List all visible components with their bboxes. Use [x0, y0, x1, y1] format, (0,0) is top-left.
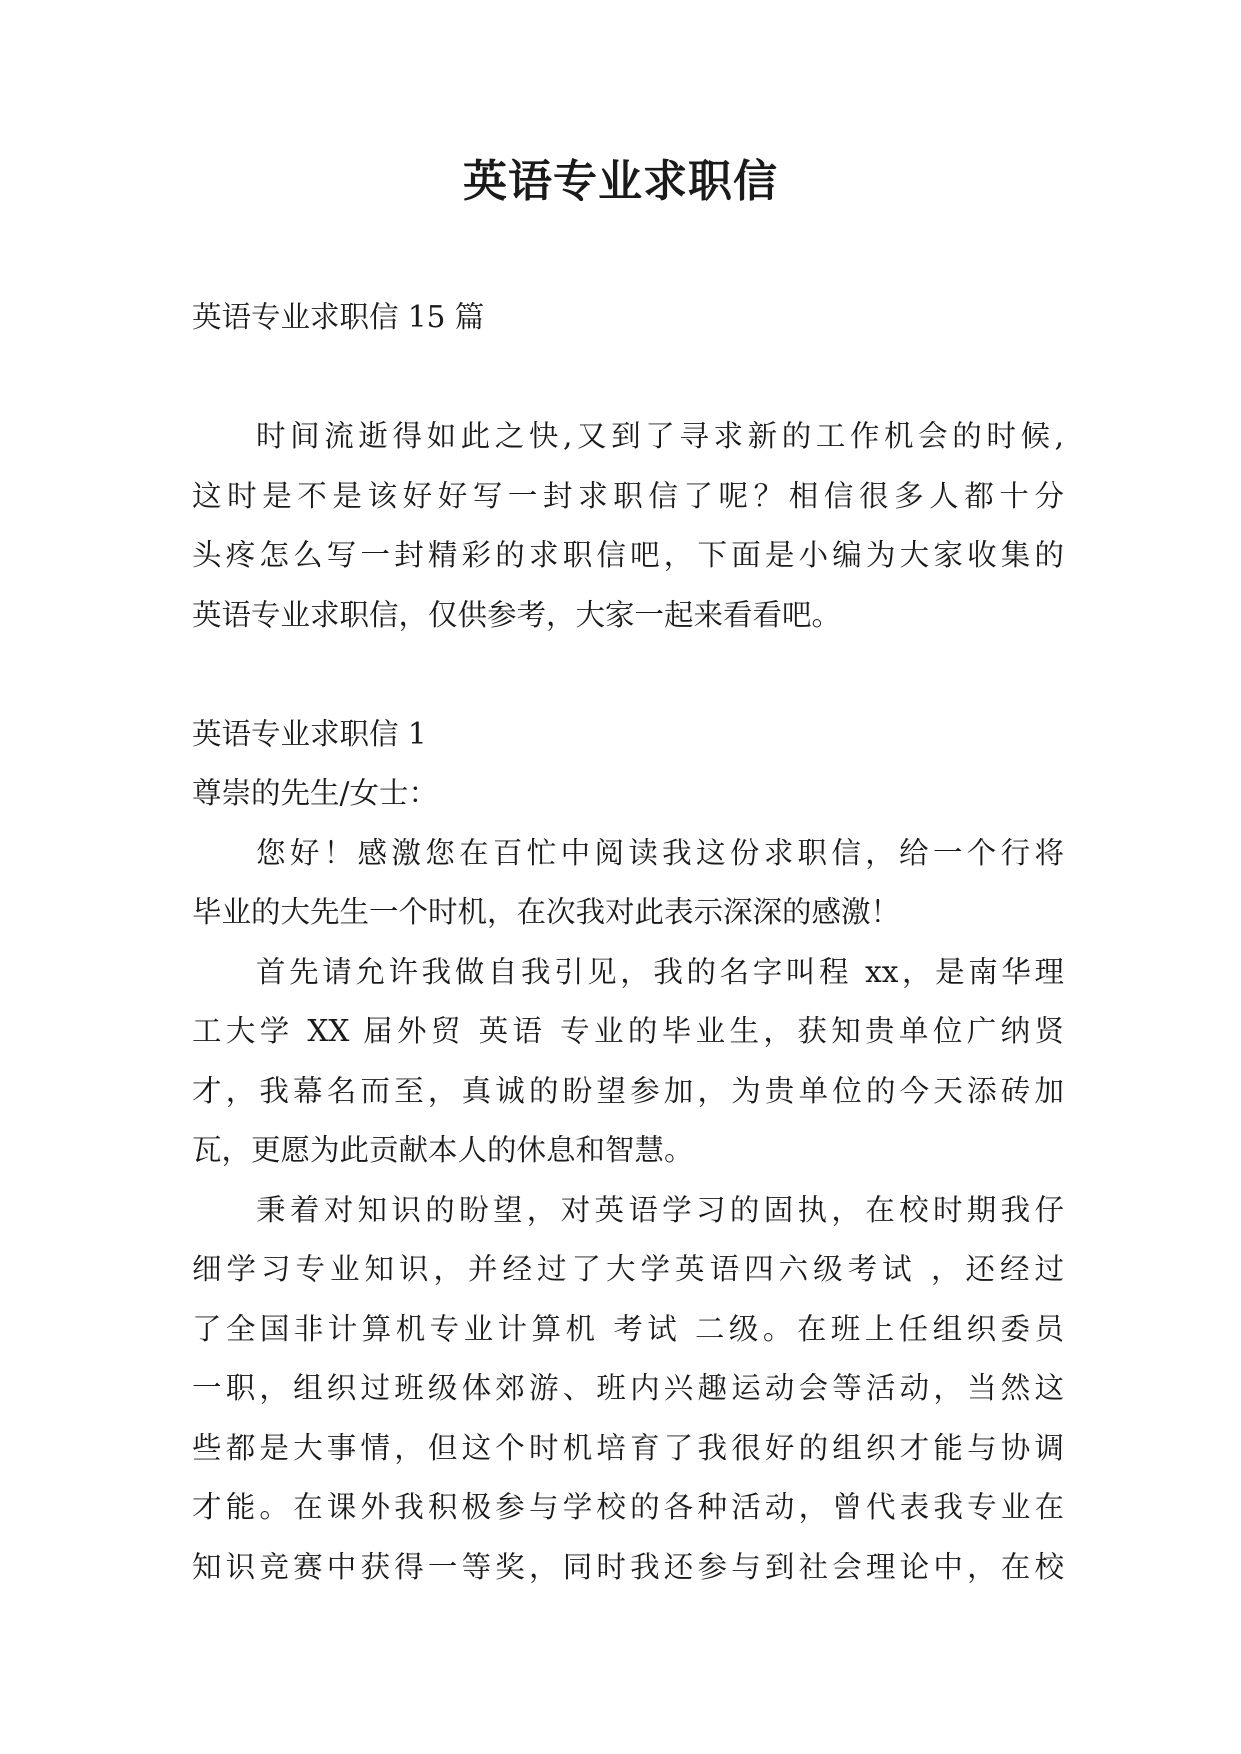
paragraph-line: 毕业的大先生一个时机，在次我对此表示深深的感激！ [192, 895, 901, 929]
paragraph-line: 才，我幕名而至，真诚的盼望参加，为贵单位的今天添砖加 [192, 1073, 1064, 1108]
document-title: 英语专业求职信 [463, 156, 778, 207]
paragraph-line: 秉着对知识的盼望，对英语学习的固执，在校时期我仔 [256, 1192, 1064, 1227]
paragraph-line: 些都是大事情，但这个时机培育了我很好的组织才能与协调 [192, 1430, 1064, 1465]
paragraph-line: 细学习专业知识，并经过了大学英语四六级考试 ，还经过 [192, 1252, 1064, 1286]
intro-paragraph [192, 407, 1064, 645]
paragraph-line: 工大学 XX 届外贸 英语 专业的毕业生，获知贵单位广纳贤 [192, 1014, 1064, 1048]
paragraph-line: 瓦，更愿为此贡献本人的休息和智慧。 [192, 1133, 694, 1167]
letter-paragraph-3 [192, 1181, 1064, 1598]
document-subtitle: 英语专业求职信 15 篇 [192, 300, 485, 334]
paragraph-line: 首先请允许我做自我引见，我的名字叫程 xx，是南华理 [256, 954, 1064, 989]
salutation: 尊崇的先生/女士： [192, 776, 438, 810]
paragraph-line: 您好！感激您在百忙中阅读我这份求职信，给一个行将 [256, 835, 1064, 870]
document-body [192, 288, 1064, 1597]
paragraph-line: 才能。在课外我积极参与学校的各种活动，曾代表我专业在 [192, 1490, 1064, 1524]
paragraph-line: 了全国非计算机专业计算机 考试 二级。在班上任组织委员 [192, 1311, 1064, 1346]
intro-line: 这时是不是该好好写一封求职信了呢？相信很多人都十分 [192, 478, 1064, 513]
letter-heading: 英语专业求职信 1 [192, 716, 427, 751]
intro-line: 时间流逝得如此之快,又到了寻求新的工作机会的时候, [256, 419, 1064, 453]
spacer [192, 348, 1064, 408]
letter-paragraph-1 [192, 824, 1064, 943]
paragraph-line: 知识竞赛中获得一等奖，同时我还参与到社会理论中，在校 [192, 1549, 1064, 1584]
intro-line: 头疼怎么写一封精彩的求职信吧，下面是小编为大家收集的 [192, 538, 1064, 572]
letter-paragraph-2 [192, 943, 1064, 1181]
paragraph-line: 一职，组织过班级体郊游、班内兴趣运动会等活动，当然这 [192, 1371, 1064, 1405]
spacer [192, 645, 1064, 705]
intro-line: 英语专业求职信，仅供参考，大家一起来看看吧。 [192, 597, 842, 632]
